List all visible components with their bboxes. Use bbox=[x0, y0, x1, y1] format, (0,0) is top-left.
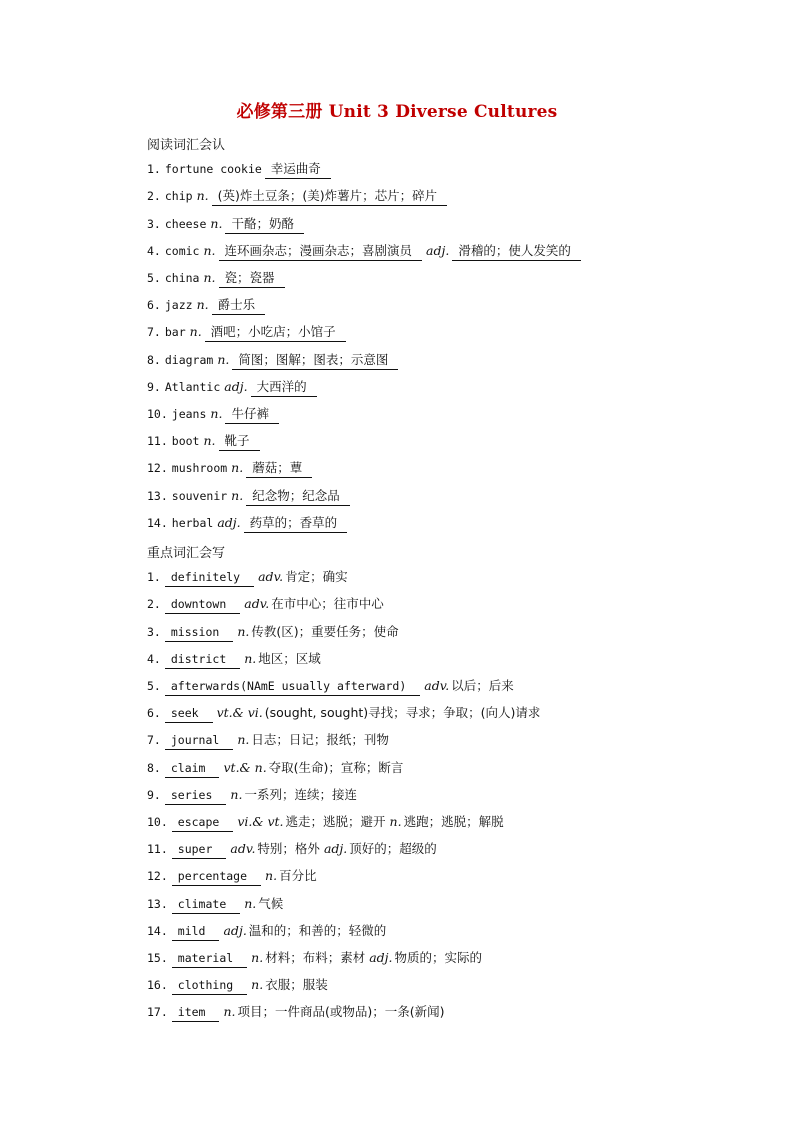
part-of-speech: n. bbox=[223, 1004, 236, 1020]
writing-item bbox=[147, 923, 386, 941]
writing-item bbox=[147, 868, 317, 886]
answer-blank: 瓷；瓷器 bbox=[219, 270, 285, 288]
item-number: 10. bbox=[147, 815, 168, 829]
answer-blank: 简图；图解；图表；示意图 bbox=[232, 352, 398, 370]
answer-blank: 滑稽的；使人发笑的 bbox=[452, 243, 581, 261]
part-of-speech: adv. bbox=[424, 678, 450, 693]
item-number: 14. bbox=[147, 923, 168, 938]
answer-blank: seek bbox=[165, 705, 213, 723]
reading-item bbox=[147, 188, 447, 206]
reading-item bbox=[147, 216, 304, 234]
answer-blank: material bbox=[172, 950, 247, 968]
page-title: 必修第三册 Unit 3 Diverse Cultures bbox=[236, 102, 558, 122]
reading-item bbox=[147, 488, 350, 506]
item-number: 1. bbox=[147, 570, 161, 585]
answer-blank: climate bbox=[172, 896, 240, 914]
definition: 气候 bbox=[258, 895, 284, 911]
part-of-speech: n. bbox=[210, 406, 223, 421]
reading-item bbox=[147, 297, 265, 315]
part-of-speech: n. bbox=[210, 215, 223, 231]
writing-item bbox=[147, 950, 482, 968]
vocab-word: fortune cookie bbox=[164, 162, 262, 177]
item-number: 12. bbox=[147, 461, 168, 476]
definition: 逃走；逃脱；避开 bbox=[285, 814, 386, 829]
part-of-speech: n. bbox=[244, 650, 257, 666]
part-of-speech: n. bbox=[237, 732, 250, 748]
part-of-speech: adj. bbox=[223, 922, 247, 938]
item-number: 4. bbox=[147, 651, 161, 666]
item-number: 3. bbox=[147, 216, 161, 231]
definition: 衣服；服装 bbox=[265, 977, 328, 993]
answer-blank: 靴子 bbox=[219, 433, 260, 451]
item-number: 5. bbox=[147, 271, 161, 285]
reading-item bbox=[147, 243, 581, 261]
item-number: 10. bbox=[147, 407, 168, 421]
answer-blank: super bbox=[172, 841, 227, 859]
answer-blank: (英)炸土豆条；(美)炸薯片；芯片；碎片 bbox=[212, 188, 448, 206]
definition: 百分比 bbox=[279, 868, 317, 884]
item-number: 13. bbox=[147, 896, 168, 911]
answer-blank: claim bbox=[165, 760, 220, 778]
part-of-speech: n. bbox=[389, 814, 402, 829]
reading-item bbox=[147, 515, 347, 533]
part-of-speech: n. bbox=[203, 270, 216, 285]
item-number: 15. bbox=[147, 951, 168, 965]
item-number: 11. bbox=[147, 842, 168, 857]
answer-blank: escape bbox=[172, 814, 234, 832]
reading-item bbox=[147, 433, 260, 451]
reading-item bbox=[147, 270, 285, 288]
vocab-word: china bbox=[164, 271, 200, 285]
writing-item bbox=[147, 651, 321, 669]
reading-item bbox=[147, 324, 346, 342]
answer-blank: 连环画杂志；漫画杂志；喜剧演员 bbox=[219, 243, 423, 261]
part-of-speech: adj. bbox=[224, 378, 248, 394]
reading-item bbox=[147, 460, 312, 478]
part-of-speech: vi.& vt. bbox=[237, 814, 284, 829]
part-of-speech: n. bbox=[265, 868, 278, 884]
vocab-word: herbal bbox=[171, 515, 214, 530]
answer-blank: 幸运曲奇 bbox=[265, 161, 331, 179]
part-of-speech: adv. bbox=[230, 841, 256, 857]
definition: (sought, sought)寻找；寻求；争取；(向人)请求 bbox=[264, 705, 541, 721]
item-number: 16. bbox=[147, 978, 168, 993]
vocab-word: bar bbox=[164, 325, 186, 340]
answer-blank: afterwards(NAmE usually afterward) bbox=[165, 678, 420, 696]
answer-blank: item bbox=[172, 1004, 220, 1022]
answer-blank: 酒吧；小吃店；小馆子 bbox=[205, 324, 346, 342]
writing-item bbox=[147, 787, 357, 805]
answer-blank: percentage bbox=[172, 868, 261, 886]
definition: 温和的；和善的；轻微的 bbox=[248, 922, 387, 938]
part-of-speech: n. bbox=[196, 188, 209, 204]
writing-section-heading: 重点词汇会写 bbox=[147, 546, 226, 561]
part-of-speech: n. bbox=[237, 623, 250, 639]
answer-blank: series bbox=[165, 787, 227, 805]
definition: 逃跑；逃脱；解脱 bbox=[403, 814, 504, 829]
answer-blank: district bbox=[165, 651, 240, 669]
answer-blank: 蘑菇；蕈 bbox=[246, 460, 312, 478]
part-of-speech: n. bbox=[230, 786, 243, 802]
part-of-speech: vt.& vi. bbox=[216, 705, 263, 721]
reading-section-heading: 阅读词汇会认 bbox=[147, 138, 226, 153]
part-of-speech: n. bbox=[203, 242, 216, 258]
vocab-word: souvenir bbox=[171, 488, 228, 503]
answer-blank: journal bbox=[165, 732, 233, 750]
part-of-speech: adj. bbox=[426, 242, 450, 258]
part-of-speech: n. bbox=[203, 433, 216, 449]
item-number: 3. bbox=[147, 624, 161, 639]
writing-item bbox=[147, 814, 504, 832]
item-number: 9. bbox=[147, 787, 161, 802]
vocab-word: chip bbox=[164, 189, 193, 204]
vocab-word: comic bbox=[164, 243, 200, 258]
reading-item bbox=[147, 406, 279, 424]
definition: 以后；后来 bbox=[451, 678, 514, 693]
item-number: 6. bbox=[147, 298, 161, 313]
answer-blank: 干酪；奶酪 bbox=[225, 216, 304, 234]
vocab-word: jazz bbox=[164, 298, 193, 313]
reading-item bbox=[147, 352, 398, 370]
writing-item bbox=[147, 705, 540, 723]
definition: 肯定；确实 bbox=[285, 569, 348, 585]
vocab-word: jeans bbox=[171, 407, 207, 421]
part-of-speech: adj. bbox=[323, 841, 348, 857]
part-of-speech: n. bbox=[251, 950, 264, 965]
item-number: 4. bbox=[147, 243, 161, 258]
item-number: 7. bbox=[147, 733, 161, 748]
part-of-speech: adj. bbox=[369, 950, 393, 965]
writing-item bbox=[147, 732, 389, 750]
answer-blank: definitely bbox=[165, 569, 254, 587]
definition: 材料；布料；素材 bbox=[265, 950, 366, 965]
answer-blank: mild bbox=[172, 923, 220, 941]
vocab-word: cheese bbox=[164, 216, 207, 231]
writing-item bbox=[147, 841, 437, 859]
answer-blank: 药草的；香草的 bbox=[244, 515, 348, 533]
writing-item bbox=[147, 760, 403, 778]
answer-blank: clothing bbox=[172, 977, 247, 995]
reading-item bbox=[147, 161, 331, 179]
part-of-speech: n. bbox=[251, 977, 264, 993]
part-of-speech: n. bbox=[196, 297, 209, 313]
item-number: 8. bbox=[147, 352, 161, 367]
vocab-word: diagram bbox=[164, 352, 214, 367]
definition: 一系列；连续；接连 bbox=[244, 786, 357, 802]
writing-item bbox=[147, 569, 348, 587]
vocab-word: Atlantic bbox=[164, 379, 221, 394]
part-of-speech: n. bbox=[189, 324, 202, 340]
definition: 顶好的；超级的 bbox=[349, 841, 437, 857]
part-of-speech: adj. bbox=[217, 514, 241, 530]
writing-item bbox=[147, 624, 399, 642]
part-of-speech: n. bbox=[231, 460, 244, 476]
item-number: 14. bbox=[147, 515, 168, 530]
definition: 传教(区)；重要任务；使命 bbox=[251, 623, 399, 639]
definition: 夺取(生命)；宣称；断言 bbox=[268, 759, 404, 775]
item-number: 9. bbox=[147, 379, 161, 394]
vocab-word: boot bbox=[171, 434, 200, 449]
item-number: 17. bbox=[147, 1005, 168, 1020]
definition: 日志；日记；报纸；刊物 bbox=[251, 732, 389, 748]
part-of-speech: adv. bbox=[258, 569, 284, 585]
writing-item bbox=[147, 596, 384, 614]
answer-blank: downtown bbox=[165, 596, 240, 614]
vocab-word: mushroom bbox=[171, 461, 228, 476]
answer-blank: 纪念物；纪念品 bbox=[246, 488, 350, 506]
definition: 项目；一件商品(或物品)；一条(新闻) bbox=[237, 1004, 445, 1020]
item-number: 12. bbox=[147, 869, 168, 884]
answer-blank: 爵士乐 bbox=[212, 297, 266, 315]
definition: 地区；区域 bbox=[258, 650, 321, 666]
definition: 物质的；实际的 bbox=[394, 950, 483, 965]
item-number: 7. bbox=[147, 325, 161, 340]
part-of-speech: vt.& n. bbox=[223, 759, 267, 775]
definition: 特别；格外 bbox=[257, 841, 320, 857]
answer-blank: 大西洋的 bbox=[251, 379, 317, 397]
item-number: 6. bbox=[147, 706, 161, 721]
definition: 在市中心；往市中心 bbox=[271, 596, 384, 612]
item-number: 11. bbox=[147, 434, 168, 449]
answer-blank: mission bbox=[165, 624, 233, 642]
answer-blank: 牛仔裤 bbox=[225, 406, 279, 424]
writing-item bbox=[147, 977, 328, 995]
item-number: 1. bbox=[147, 162, 161, 177]
part-of-speech: n. bbox=[231, 487, 244, 503]
item-number: 5. bbox=[147, 679, 161, 693]
item-number: 8. bbox=[147, 760, 161, 775]
writing-item bbox=[147, 1004, 445, 1022]
writing-item bbox=[147, 896, 283, 914]
part-of-speech: n. bbox=[217, 351, 230, 367]
reading-item bbox=[147, 379, 317, 397]
item-number: 2. bbox=[147, 597, 161, 612]
writing-item bbox=[147, 678, 514, 696]
item-number: 2. bbox=[147, 189, 161, 204]
part-of-speech: adv. bbox=[244, 596, 270, 612]
item-number: 13. bbox=[147, 488, 168, 503]
part-of-speech: n. bbox=[244, 895, 257, 911]
